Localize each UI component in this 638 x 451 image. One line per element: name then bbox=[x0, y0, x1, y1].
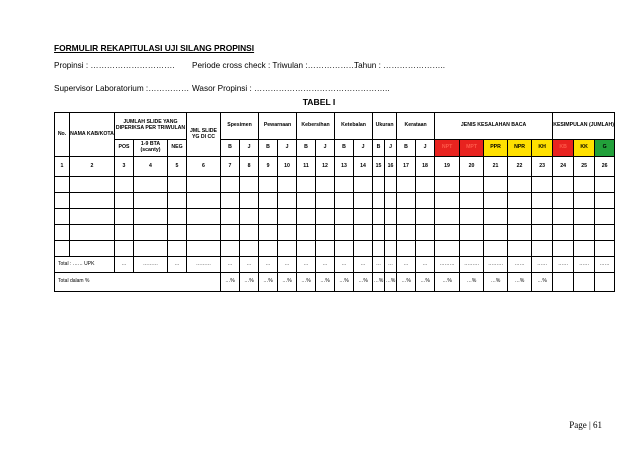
column-number: 25 bbox=[574, 157, 595, 177]
header-kerataan: Kerataan bbox=[397, 113, 435, 140]
table-cell[interactable] bbox=[373, 209, 385, 225]
column-number: 8 bbox=[240, 157, 259, 177]
percent-cell[interactable]: …% bbox=[278, 273, 297, 292]
table-cell[interactable] bbox=[532, 177, 553, 193]
column-number: 13 bbox=[335, 157, 354, 177]
table-cell[interactable] bbox=[397, 241, 416, 257]
total-cell[interactable]: … bbox=[354, 257, 373, 273]
table-cell[interactable] bbox=[508, 225, 532, 241]
header-npt: NPT bbox=[435, 140, 460, 157]
table-cell[interactable] bbox=[460, 241, 484, 257]
table-cell[interactable] bbox=[373, 241, 385, 257]
percent-cell[interactable]: …% bbox=[508, 273, 532, 292]
column-number: 14 bbox=[354, 157, 373, 177]
table-cell[interactable] bbox=[484, 193, 508, 209]
table-row bbox=[55, 241, 615, 257]
header-j: J bbox=[316, 140, 335, 157]
percent-cell[interactable]: …% bbox=[385, 273, 397, 292]
table-cell[interactable] bbox=[297, 241, 316, 257]
table-cell[interactable] bbox=[55, 177, 70, 193]
table-cell[interactable] bbox=[134, 241, 168, 257]
total-cell[interactable]: ……… bbox=[187, 257, 221, 273]
table-cell[interactable] bbox=[240, 209, 259, 225]
header-ukuran: Ukuran bbox=[373, 113, 397, 140]
table-cell[interactable] bbox=[221, 209, 240, 225]
table-cell[interactable] bbox=[134, 193, 168, 209]
column-number: 10 bbox=[278, 157, 297, 177]
total-cell[interactable]: … bbox=[297, 257, 316, 273]
table-cell[interactable] bbox=[508, 177, 532, 193]
total-label: Total : …… UPK bbox=[55, 257, 115, 273]
table-cell[interactable] bbox=[115, 225, 134, 241]
table-cell[interactable] bbox=[574, 193, 595, 209]
table-cell[interactable] bbox=[316, 225, 335, 241]
table-cell[interactable] bbox=[187, 177, 221, 193]
table-cell[interactable] bbox=[259, 177, 278, 193]
table-cell[interactable] bbox=[532, 209, 553, 225]
table-cell[interactable] bbox=[240, 177, 259, 193]
total-cell[interactable]: … bbox=[221, 257, 240, 273]
percent-cell[interactable]: …% bbox=[484, 273, 508, 292]
table-cell[interactable] bbox=[595, 241, 615, 257]
total-cell[interactable]: …… bbox=[508, 257, 532, 273]
table-cell[interactable] bbox=[385, 241, 397, 257]
table-cell[interactable] bbox=[595, 209, 615, 225]
table-cell[interactable] bbox=[297, 177, 316, 193]
table-cell[interactable] bbox=[316, 193, 335, 209]
header-kh: KH bbox=[532, 140, 553, 157]
table-cell[interactable] bbox=[416, 209, 435, 225]
table-cell[interactable] bbox=[460, 225, 484, 241]
column-number: 3 bbox=[115, 157, 134, 177]
recap-table bbox=[54, 112, 615, 292]
column-number-row bbox=[55, 157, 615, 177]
header-g: G bbox=[595, 140, 615, 157]
header-kesimpulan: KESIMPULAN (JUMLAH) bbox=[553, 113, 615, 140]
total-cell[interactable]: … bbox=[373, 257, 385, 273]
tahun-field: Tahun : ………………….. bbox=[354, 61, 445, 70]
table-cell[interactable] bbox=[397, 209, 416, 225]
percent-cell[interactable]: …% bbox=[397, 273, 416, 292]
table-cell[interactable] bbox=[168, 209, 187, 225]
table-cell[interactable] bbox=[460, 177, 484, 193]
header-row-1 bbox=[55, 113, 615, 140]
total-cell[interactable]: … bbox=[385, 257, 397, 273]
table-cell[interactable] bbox=[595, 225, 615, 241]
table-cell[interactable] bbox=[55, 193, 70, 209]
percent-cell[interactable]: …% bbox=[297, 273, 316, 292]
total-cell[interactable]: …… bbox=[574, 257, 595, 273]
table-cell[interactable] bbox=[397, 177, 416, 193]
table-cell[interactable] bbox=[553, 209, 574, 225]
table-cell[interactable] bbox=[55, 209, 70, 225]
table-cell[interactable] bbox=[397, 193, 416, 209]
total-cell[interactable]: … bbox=[316, 257, 335, 273]
table-cell[interactable] bbox=[508, 193, 532, 209]
table-cell[interactable] bbox=[354, 177, 373, 193]
table-cell[interactable] bbox=[595, 193, 615, 209]
table-cell[interactable] bbox=[385, 209, 397, 225]
percent-cell[interactable]: …% bbox=[532, 273, 553, 292]
table-cell[interactable] bbox=[574, 209, 595, 225]
total-cell[interactable]: … bbox=[416, 257, 435, 273]
total-cell[interactable]: … bbox=[168, 257, 187, 273]
percent-cell[interactable]: …% bbox=[460, 273, 484, 292]
table-cell[interactable] bbox=[595, 177, 615, 193]
table-cell[interactable] bbox=[574, 177, 595, 193]
table-row bbox=[55, 177, 615, 193]
table-cell[interactable] bbox=[134, 177, 168, 193]
header-j: J bbox=[240, 140, 259, 157]
supervisor-field: Supervisor Laboratorium :…………… bbox=[54, 84, 190, 93]
total-cell[interactable]: ……… bbox=[484, 257, 508, 273]
table-cell[interactable] bbox=[115, 193, 134, 209]
periode-field: Periode cross check : Triwulan :……………… bbox=[192, 61, 357, 70]
table-cell[interactable] bbox=[240, 193, 259, 209]
table-cell[interactable] bbox=[168, 177, 187, 193]
table-cell[interactable] bbox=[335, 225, 354, 241]
table-cell[interactable] bbox=[508, 209, 532, 225]
table-cell[interactable] bbox=[373, 193, 385, 209]
percent-cell[interactable]: …% bbox=[373, 273, 385, 292]
table-cell[interactable] bbox=[435, 225, 460, 241]
percent-cell[interactable]: …% bbox=[316, 273, 335, 292]
table-cell[interactable] bbox=[278, 241, 297, 257]
column-number: 19 bbox=[435, 157, 460, 177]
table-caption: TABEL I bbox=[302, 97, 336, 107]
header-pewarnaan: Pewarnaan bbox=[259, 113, 297, 140]
header-npr: NPR bbox=[508, 140, 532, 157]
column-number: 17 bbox=[397, 157, 416, 177]
percent-cell[interactable]: …% bbox=[221, 273, 240, 292]
percent-row bbox=[55, 273, 615, 292]
table-cell[interactable] bbox=[297, 193, 316, 209]
page-number: Page | 61 bbox=[569, 420, 602, 430]
table-cell[interactable] bbox=[278, 177, 297, 193]
table-cell[interactable] bbox=[460, 193, 484, 209]
column-number: 1 bbox=[55, 157, 70, 177]
total-cell[interactable]: ……… bbox=[435, 257, 460, 273]
header-b: B bbox=[397, 140, 416, 157]
total-cell[interactable]: … bbox=[240, 257, 259, 273]
table-cell[interactable] bbox=[240, 225, 259, 241]
table-cell[interactable] bbox=[335, 241, 354, 257]
percent-cell[interactable]: …% bbox=[259, 273, 278, 292]
table-cell[interactable] bbox=[397, 225, 416, 241]
table-cell[interactable] bbox=[373, 225, 385, 241]
percent-cell[interactable]: …% bbox=[354, 273, 373, 292]
table-cell[interactable] bbox=[134, 209, 168, 225]
table-cell[interactable] bbox=[316, 209, 335, 225]
table-cell[interactable] bbox=[316, 177, 335, 193]
table-cell[interactable] bbox=[221, 193, 240, 209]
table-cell[interactable] bbox=[168, 241, 187, 257]
header-j: J bbox=[278, 140, 297, 157]
table-cell[interactable] bbox=[385, 177, 397, 193]
table-cell[interactable] bbox=[70, 225, 115, 241]
total-cell[interactable]: ……… bbox=[460, 257, 484, 273]
table-cell[interactable] bbox=[373, 177, 385, 193]
table-cell[interactable] bbox=[168, 225, 187, 241]
table-cell[interactable] bbox=[115, 241, 134, 257]
total-cell[interactable]: …… bbox=[532, 257, 553, 273]
table-cell[interactable] bbox=[134, 225, 168, 241]
column-number: 26 bbox=[595, 157, 615, 177]
table-cell[interactable] bbox=[259, 241, 278, 257]
header-kb: KB bbox=[553, 140, 574, 157]
percent-cell[interactable]: …% bbox=[416, 273, 435, 292]
column-number: 18 bbox=[416, 157, 435, 177]
table-row bbox=[55, 225, 615, 241]
table-cell[interactable] bbox=[70, 193, 115, 209]
wasor-field: Wasor Propinsi : ………………………………………….. bbox=[192, 84, 390, 93]
table-cell[interactable] bbox=[460, 209, 484, 225]
column-number: 16 bbox=[385, 157, 397, 177]
column-number: 12 bbox=[316, 157, 335, 177]
header-b: B bbox=[221, 140, 240, 157]
header-jenis-kesalahan: JENIS KESALAHAN BACA bbox=[435, 113, 553, 140]
header-b: B bbox=[373, 140, 385, 157]
header-j: J bbox=[385, 140, 397, 157]
percent-cell[interactable]: …% bbox=[240, 273, 259, 292]
header-j: J bbox=[416, 140, 435, 157]
table-cell[interactable] bbox=[416, 225, 435, 241]
header-kk: KK bbox=[574, 140, 595, 157]
column-number: 15 bbox=[373, 157, 385, 177]
table-cell[interactable] bbox=[435, 209, 460, 225]
table-cell[interactable] bbox=[187, 209, 221, 225]
header-b: B bbox=[297, 140, 316, 157]
percent-cell[interactable]: …% bbox=[335, 273, 354, 292]
table-cell[interactable] bbox=[278, 209, 297, 225]
table-cell[interactable] bbox=[532, 241, 553, 257]
table-cell[interactable] bbox=[240, 241, 259, 257]
header-spesimen: Spesimen bbox=[221, 113, 259, 140]
column-number: 2 bbox=[70, 157, 115, 177]
header-pos: POS bbox=[115, 140, 134, 157]
form-title: FORMULIR REKAPITULASI UJI SILANG PROPINSI bbox=[54, 43, 255, 53]
table-cell[interactable] bbox=[335, 209, 354, 225]
table-cell[interactable] bbox=[553, 177, 574, 193]
header-ppr: PPR bbox=[484, 140, 508, 157]
column-number: 23 bbox=[532, 157, 553, 177]
header-row-2 bbox=[55, 140, 615, 157]
table-cell[interactable] bbox=[70, 209, 115, 225]
table-cell[interactable] bbox=[484, 209, 508, 225]
table-cell[interactable] bbox=[259, 193, 278, 209]
table-cell[interactable] bbox=[187, 225, 221, 241]
column-number: 21 bbox=[484, 157, 508, 177]
table-cell[interactable] bbox=[484, 225, 508, 241]
header-b: B bbox=[259, 140, 278, 157]
propinsi-field: Propinsi : …………………………. bbox=[54, 61, 175, 70]
total-cell[interactable]: …… bbox=[595, 257, 615, 273]
table-cell[interactable] bbox=[553, 193, 574, 209]
total-cell[interactable]: …… bbox=[553, 257, 574, 273]
table-cell[interactable] bbox=[70, 241, 115, 257]
table-cell[interactable] bbox=[416, 193, 435, 209]
total-row bbox=[55, 257, 615, 273]
table-cell[interactable] bbox=[553, 225, 574, 241]
percent-cell-empty[interactable] bbox=[574, 273, 595, 292]
header-bta: 1-9 BTA (scanty) bbox=[134, 140, 168, 157]
header-neg: NEG bbox=[168, 140, 187, 157]
table-cell[interactable] bbox=[574, 241, 595, 257]
header-mpt: MPT bbox=[460, 140, 484, 157]
table-cell[interactable] bbox=[278, 193, 297, 209]
column-number: 20 bbox=[460, 157, 484, 177]
column-number: 6 bbox=[187, 157, 221, 177]
percent-cell-empty[interactable] bbox=[595, 273, 615, 292]
table-cell[interactable] bbox=[297, 209, 316, 225]
table-cell[interactable] bbox=[221, 225, 240, 241]
table-cell[interactable] bbox=[335, 177, 354, 193]
header-jml-slide: JML SLIDE YG DI CC bbox=[187, 113, 221, 157]
header-ketebalan: Ketebalan bbox=[335, 113, 373, 140]
header-b: B bbox=[335, 140, 354, 157]
table-cell[interactable] bbox=[354, 209, 373, 225]
column-number: 24 bbox=[553, 157, 574, 177]
table-cell[interactable] bbox=[354, 225, 373, 241]
table-cell[interactable] bbox=[55, 225, 70, 241]
column-number: 9 bbox=[259, 157, 278, 177]
percent-label: Total dalam % bbox=[55, 273, 221, 292]
total-cell[interactable]: … bbox=[115, 257, 134, 273]
table-cell[interactable] bbox=[532, 193, 553, 209]
column-number: 7 bbox=[221, 157, 240, 177]
total-cell[interactable]: … bbox=[335, 257, 354, 273]
table-cell[interactable] bbox=[553, 241, 574, 257]
table-cell[interactable] bbox=[385, 193, 397, 209]
table-cell[interactable] bbox=[259, 209, 278, 225]
header-no: No. bbox=[55, 113, 70, 157]
table-cell[interactable] bbox=[115, 209, 134, 225]
total-cell[interactable]: … bbox=[259, 257, 278, 273]
table-row bbox=[55, 209, 615, 225]
table-cell[interactable] bbox=[435, 193, 460, 209]
percent-cell[interactable]: …% bbox=[435, 273, 460, 292]
table-cell[interactable] bbox=[416, 177, 435, 193]
table-cell[interactable] bbox=[297, 225, 316, 241]
table-cell[interactable] bbox=[484, 177, 508, 193]
table-cell[interactable] bbox=[508, 241, 532, 257]
table-cell[interactable] bbox=[354, 241, 373, 257]
column-number: 5 bbox=[168, 157, 187, 177]
table-cell[interactable] bbox=[259, 225, 278, 241]
header-nama: NAMA KAB/KOTA bbox=[70, 113, 115, 157]
table-cell[interactable] bbox=[221, 241, 240, 257]
table-cell[interactable] bbox=[70, 177, 115, 193]
column-number: 11 bbox=[297, 157, 316, 177]
column-number: 4 bbox=[134, 157, 168, 177]
total-cell[interactable]: … bbox=[397, 257, 416, 273]
table-cell[interactable] bbox=[335, 193, 354, 209]
table-cell[interactable] bbox=[168, 193, 187, 209]
header-jumlah: JUMLAH SLIDE YANG DIPERIKSA PER TRIWULAN bbox=[115, 113, 187, 140]
percent-cell-empty[interactable] bbox=[553, 273, 574, 292]
table-cell[interactable] bbox=[435, 241, 460, 257]
table-cell[interactable] bbox=[221, 177, 240, 193]
table-cell[interactable] bbox=[316, 241, 335, 257]
table-cell[interactable] bbox=[385, 225, 397, 241]
total-cell[interactable]: ……… bbox=[134, 257, 168, 273]
table-cell[interactable] bbox=[55, 241, 70, 257]
table-cell[interactable] bbox=[354, 193, 373, 209]
total-cell[interactable]: … bbox=[278, 257, 297, 273]
table-cell[interactable] bbox=[187, 241, 221, 257]
table-cell[interactable] bbox=[187, 193, 221, 209]
table-cell[interactable] bbox=[484, 241, 508, 257]
table-cell[interactable] bbox=[435, 177, 460, 193]
table-cell[interactable] bbox=[278, 225, 297, 241]
table-cell[interactable] bbox=[532, 225, 553, 241]
header-kebersihan: Kebersihan bbox=[297, 113, 335, 140]
table-cell[interactable] bbox=[115, 177, 134, 193]
table-cell[interactable] bbox=[574, 225, 595, 241]
header-j: J bbox=[354, 140, 373, 157]
table-cell[interactable] bbox=[416, 241, 435, 257]
table-row bbox=[55, 193, 615, 209]
column-number: 22 bbox=[508, 157, 532, 177]
